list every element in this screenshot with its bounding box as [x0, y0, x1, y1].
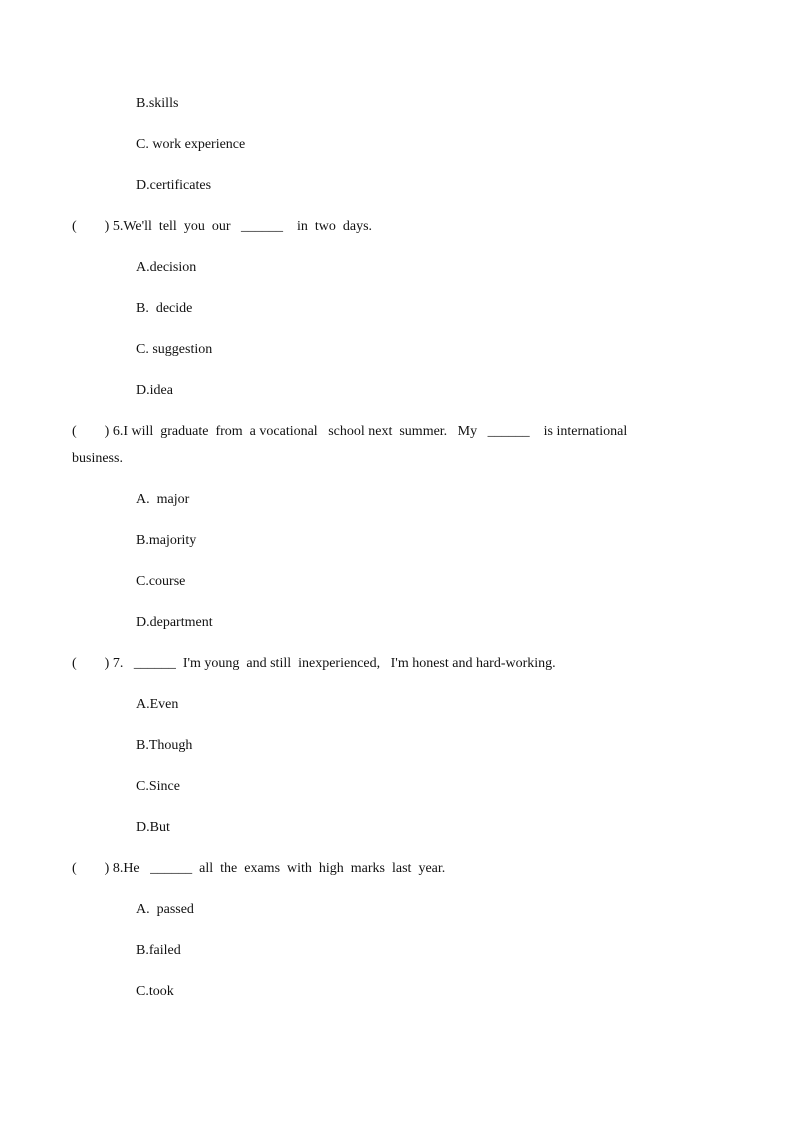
question-7-option-c: C.Since	[136, 779, 180, 794]
question-8-option-c: C.took	[136, 984, 174, 999]
question-5-option-a: A.decision	[136, 260, 197, 275]
question-6-option-c: C.course	[136, 574, 186, 589]
question-5-option-d: D.idea	[136, 383, 173, 398]
question-6-option-b: B.majority	[136, 533, 197, 548]
question-7-option-d: D.But	[136, 820, 170, 835]
question-6-text: ( ) 6.I will graduate from a vocational school next summer. My ______ is international	[72, 424, 628, 439]
option-b-skills: B.skills	[136, 96, 179, 111]
question-8-text: ( ) 8.He ______ all the exams with high marks last year.	[72, 861, 446, 876]
question-8-option-a: A. passed	[136, 902, 194, 917]
question-6-option-d: D.department	[136, 615, 213, 630]
question-6-continuation: business.	[72, 451, 123, 466]
question-5-option-b: B. decide	[136, 301, 193, 316]
option-c-work-experience: C. work experience	[136, 137, 246, 152]
question-7-option-b: B.Though	[136, 738, 193, 753]
question-7-text: ( ) 7. ______ I'm young and still inexperienced, I'm honest and hard-working.	[72, 656, 556, 671]
question-6-option-a: A. major	[136, 492, 190, 507]
question-7-option-a: A.Even	[136, 697, 179, 712]
option-d-certificates: D.certificates	[136, 178, 212, 193]
question-8-option-b: B.failed	[136, 943, 181, 958]
question-5-option-c: C. suggestion	[136, 342, 213, 357]
question-5-text: ( ) 5.We'll tell you our ______ in two days.	[72, 219, 373, 234]
